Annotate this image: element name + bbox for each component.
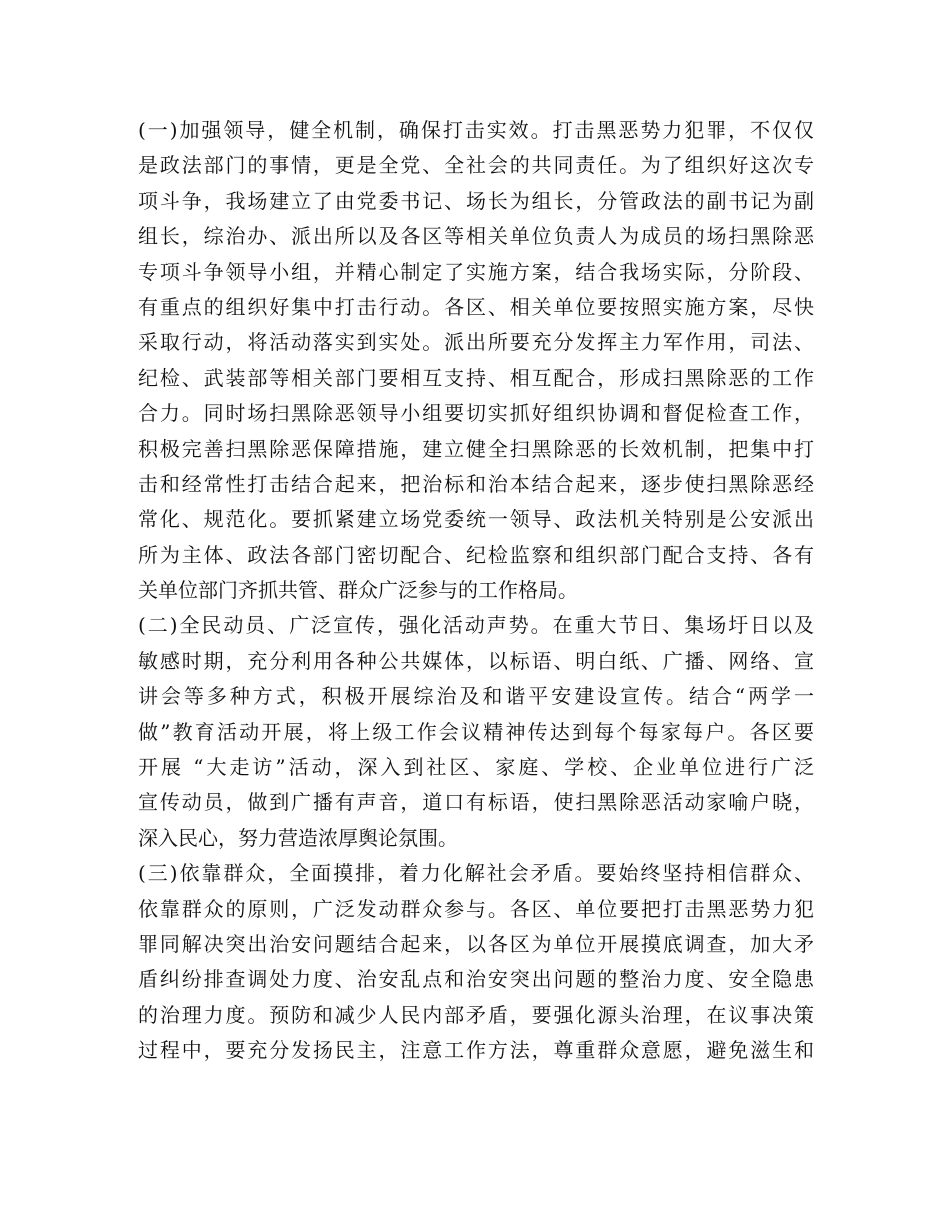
text-line: 采取行动，将活动落实到实处。派出所要充分发挥主力军作用，司法、	[138, 330, 814, 355]
text-line: 做”教育活动开展，将上级工作会议精神传达到每个每家每户。各区要	[138, 719, 814, 744]
text-line: (二)全民动员、广泛宣传，强化活动声势。在重大节日、集场圩日以及	[138, 613, 814, 638]
text-line: 罪同解决突出治安问题结合起来，以各区为单位开展摸底调查，加大矛	[138, 931, 814, 956]
text-line: 组长，综治办、派出所以及各区等相关单位负责人为成员的场扫黑除恶	[138, 224, 814, 249]
document-page	[138, 113, 814, 1069]
text-line: 积极完善扫黑除恶保障措施，建立健全扫黑除恶的长效机制，把集中打	[138, 436, 814, 461]
paragraph	[138, 113, 814, 608]
text-line: 常化、规范化。要抓紧建立场党委统一领导、政法机关特别是公安派出	[138, 507, 814, 532]
paragraph	[138, 608, 814, 856]
text-line: 合力。同时场扫黑除恶领导小组要切实抓好组织协调和督促检查工作，	[138, 401, 814, 426]
text-line: 的治理力度。预防和减少人民内部矛盾，要强化源头治理，在议事决策	[138, 1002, 814, 1027]
text-line: 击和经常性打击结合起来，把治标和治本结合起来，逐步使扫黑除恶经	[138, 471, 814, 496]
text-line: (一)加强领导，健全机制，确保打击实效。打击黑恶势力犯罪，不仅仅	[138, 118, 814, 142]
text-line: 宣传动员，做到广播有声音，道口有标语，使扫黑除恶活动家喻户晓，	[138, 790, 814, 815]
text-line: 所为主体、政法各部门密切配合、纪检监察和组织部门配合支持、各有	[138, 542, 814, 567]
text-line: 有重点的组织好集中打击行动。各区、相关单位要按照实施方案，尽快	[138, 294, 814, 319]
text-line: 敏感时期，充分利用各种公共媒体，以标语、明白纸、广播、网络、宣	[138, 648, 814, 673]
text-line: 纪检、武装部等相关部门要相互支持、相互配合，形成扫黑除恶的工作	[138, 365, 814, 390]
text-line: 盾纠纷排查调处力度、治安乱点和治安突出问题的整治力度、安全隐患	[138, 967, 814, 992]
text-line: 过程中，要充分发扬民主，注意工作方法，尊重群众意愿，避免滋生和	[138, 1038, 814, 1063]
paragraph	[138, 856, 814, 1068]
text-line: 讲会等多种方式，积极开展综治及和谐平安建设宣传。结合“两学一	[138, 684, 814, 709]
text-line: 关单位部门齐抓共管、群众广泛参与的工作格局。	[138, 578, 578, 603]
text-line: 专项斗争领导小组，并精心制定了实施方案，结合我场实际，分阶段、	[138, 259, 814, 284]
text-line: 依靠群众的原则，广泛发动群众参与。各区、单位要把打击黑恶势力犯	[138, 896, 814, 921]
text-line: 项斗争，我场建立了由党委书记、场长为组长，分管政法的副书记为副	[138, 188, 814, 213]
text-line: (三)依靠群众，全面摸排，着力化解社会矛盾。要始终坚持相信群众、	[138, 861, 814, 886]
text-line: 开展 “大走访”活动，深入到社区、家庭、学校、企业单位进行广泛	[138, 755, 814, 780]
text-line: 是政法部门的事情，更是全党、全社会的共同责任。为了组织好这次专	[138, 153, 814, 178]
text-line: 深入民心，努力营造浓厚舆论氛围。	[138, 825, 458, 850]
